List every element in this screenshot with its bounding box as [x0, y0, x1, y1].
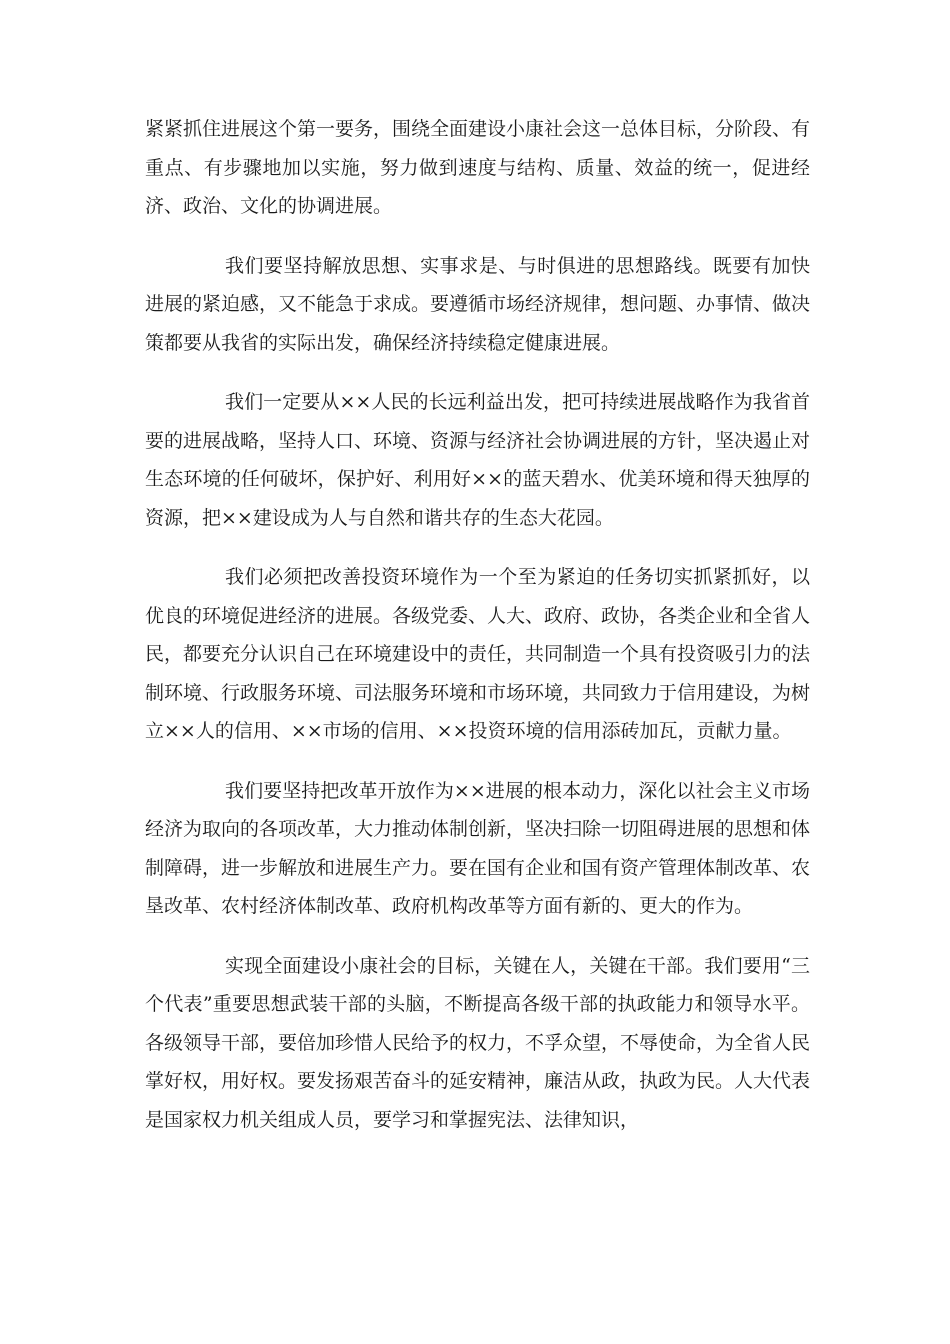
paragraph-5: 我们要坚持把改革开放作为××进展的根本动力，深化以社会主义市场经济为取向的各项改革，大力推动体制创新，坚决扫除一切阻碍进展的思想和体制障碍，进一步解放和进展生产力。要在国有企业和国有资产管理体制改革、农垦改革、农村经济体制改革、政府机构改革等方面有新的、更大的作为。	[145, 779, 811, 917]
paragraph-6: 实现全面建设小康社会的目标，关键在人，关键在干部。我们要用“三个代表”重要思想武装干部的头脑，不断提高各级干部的执政能力和领导水平。各级领导干部，要倍加珍惜人民给予的权力，不孚众望，不辱使命，为全省人民掌好权，用好权。要发扬艰苦奋斗的延安精神，廉洁从政，执政为民。人大代表是国家权力机关组成人员，要学习和掌握宪法、法律知识，	[145, 954, 811, 1131]
paragraph-1: 紧紧抓住进展这个第一要务，围绕全面建设小康社会这一总体目标，分阶段、有重点、有步骤地加以实施，努力做到速度与结构、质量、效益的统一，促进经济、政治、文化的协调进展。	[145, 118, 811, 217]
paragraph-4: 我们必须把改善投资环境作为一个至为紧迫的任务切实抓紧抓好，以优良的环境促进经济的进展。各级党委、人大、政府、政协，各类企业和全省人民，都要充分认识自己在环境建设中的责任，共同制造一个具有投资吸引力的法制环境、行政服务环境、司法服务环境和市场环境，共同致力于信用建设，为树立××人的信用、××市场的信用、××投资环境的信用添砖加瓦，贡献力量。	[145, 566, 811, 742]
paragraph-3: 我们一定要从××人民的长远利益出发，把可持续进展战略作为我省首要的进展战略，坚持人口、环境、资源与经济社会协调进展的方针，坚决遏止对生态环境的任何破坏，保护好、利用好××的蓝天碧水、优美环境和得天独厚的资源，把××建设成为人与自然和谐共存的生态大花园。	[145, 391, 811, 529]
document-body	[145, 110, 810, 1160]
paragraph-2: 我们要坚持解放思想、实事求是、与时俱进的思想路线。既要有加快进展的紧迫感，又不能急于求成。要遵循市场经济规律，想问题、办事情、做决策都要从我省的实际出发，确保经济持续稳定健康进展。	[145, 254, 811, 354]
